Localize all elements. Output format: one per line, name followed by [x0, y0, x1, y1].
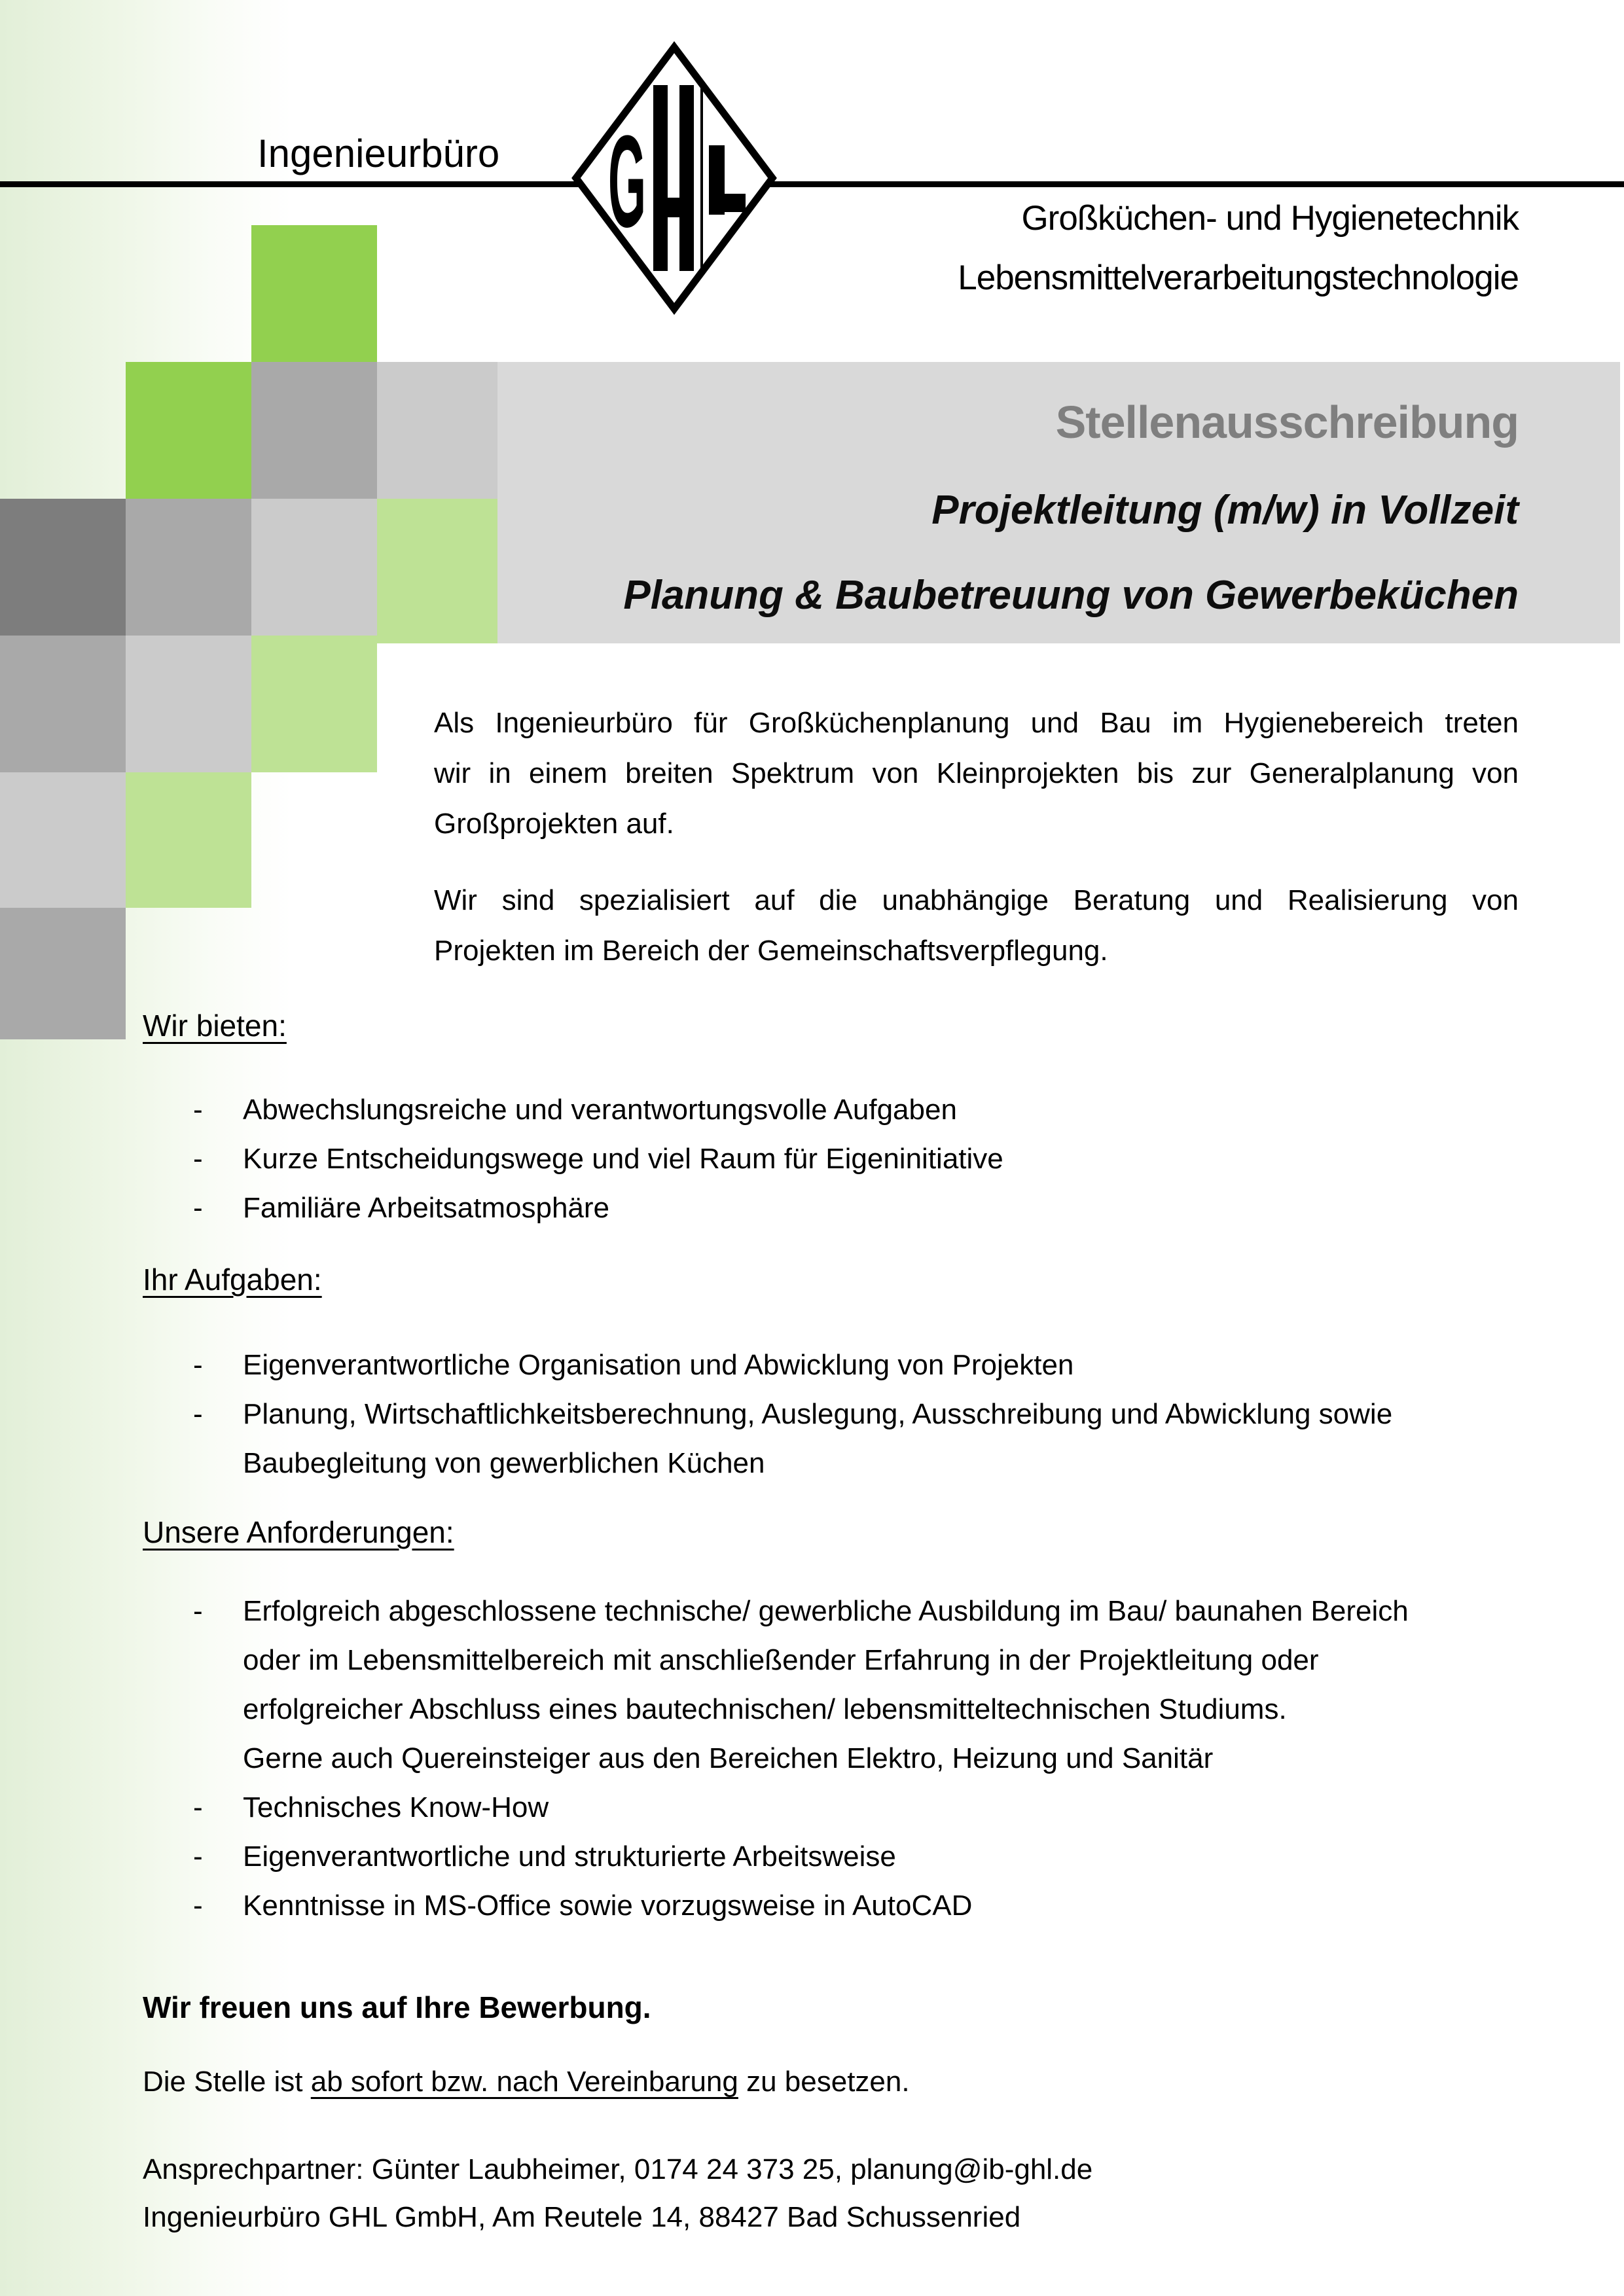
brand-name: Ingenieurbüro — [257, 132, 500, 175]
list-item-text: Gerne auch Quereinsteiger aus den Bereichen Elektro, Heizung und Sanitär — [243, 1742, 1214, 1774]
availability-underlined: ab sofort bzw. nach Vereinbarung — [310, 2066, 738, 2098]
intro-p1-line2: wir in einem breiten Spektrum von Kleinprojekten bis zur Generalplanung von — [434, 757, 1519, 789]
bullet-dash: - — [193, 1595, 203, 1627]
mosaic-square — [377, 499, 497, 643]
intro-p2-line1: Wir sind spezialisiert auf die unabhängige Beratung und Realisierung von — [434, 884, 1519, 916]
list-item — [193, 1183, 1522, 1232]
offer-list — [193, 1085, 1522, 1232]
tagline-line-2: Lebensmittelverarbeitungstechnologie — [958, 259, 1519, 297]
list-item-text: oder im Lebensmittelbereich mit anschließender Erfahrung in der Projektleitung oder — [243, 1644, 1319, 1676]
mosaic-square — [251, 636, 377, 772]
availability-suffix: zu besetzen. — [738, 2066, 910, 2098]
company-address-line: Ingenieurbüro GHL GmbH, Am Reutele 14, 88427 Bad Schussenried — [143, 2201, 1021, 2233]
bullet-dash: - — [193, 1398, 203, 1430]
intro-paragraphs — [434, 698, 1519, 1002]
list-item — [193, 1587, 1522, 1783]
bullet-dash: - — [193, 1840, 203, 1873]
contact-person-line: Ansprechpartner: Günter Laubheimer, 0174 24 373 25, planung@ib-ghl.de — [143, 2153, 1093, 2185]
list-item-text: Kurze Entscheidungswege und viel Raum für Eigeninitiative — [243, 1143, 1003, 1175]
mosaic-square — [126, 499, 251, 636]
list-item — [193, 1832, 1522, 1881]
banner-subtitle-scope: Planung & Baubetreuung von Gewerbeküchen — [623, 573, 1519, 618]
list-item-text: Eigenverantwortliche und strukturierte Arbeitsweise — [243, 1840, 896, 1873]
svg-text:G: G — [608, 109, 646, 255]
list-item — [193, 1340, 1522, 1390]
banner-subtitle-position: Projektleitung (m/w) in Vollzeit — [931, 488, 1519, 533]
list-item — [193, 1390, 1522, 1488]
mosaic-square — [251, 225, 377, 362]
list-item-text: erfolgreicher Abschluss eines bautechnischen/ lebensmitteltechnischen Studiums. — [243, 1693, 1287, 1725]
closing-cta: Wir freuen uns auf Ihre Bewerbung. — [143, 1990, 651, 2024]
banner-title: Stellenausschreibung — [1055, 397, 1519, 448]
tasks-list — [193, 1340, 1522, 1488]
list-item-text: Erfolgreich abgeschlossene technische/ gewerbliche Ausbildung im Bau/ baunahen Bereich — [243, 1595, 1409, 1627]
availability-line — [143, 2066, 910, 2098]
bullet-dash: - — [193, 1094, 203, 1126]
list-item-text: Familiäre Arbeitsatmosphäre — [243, 1192, 610, 1224]
bullet-dash: - — [193, 1349, 203, 1381]
list-item — [193, 1085, 1522, 1134]
intro-paragraph-1 — [434, 698, 1519, 849]
list-item-text: Eigenverantwortliche Organisation und Abwicklung von Projekten — [243, 1349, 1074, 1381]
intro-p1-line3: Großprojekten auf. — [434, 808, 674, 840]
mosaic-square — [0, 499, 126, 636]
mosaic-square — [0, 636, 126, 772]
intro-paragraph-2 — [434, 875, 1519, 976]
mosaic-square — [126, 772, 251, 908]
bullet-dash: - — [193, 1791, 203, 1823]
requirements-list — [193, 1587, 1522, 1930]
list-item-text: Abwechslungsreiche und verantwortungsvolle Aufgaben — [243, 1094, 957, 1126]
list-item-text: Kenntnisse in MS-Office sowie vorzugsweise in AutoCAD — [243, 1890, 973, 1922]
mosaic-square — [251, 362, 377, 499]
mosaic-square — [251, 499, 377, 636]
list-item — [193, 1134, 1522, 1183]
ghl-logo-icon — [560, 41, 789, 315]
list-item — [193, 1881, 1522, 1930]
intro-p2-line2: Projekten im Bereich der Gemeinschaftsverpflegung. — [434, 935, 1108, 967]
intro-p1-line1: Als Ingenieurbüro für Großküchenplanung und Bau im Hygienebereich treten — [434, 707, 1519, 739]
availability-prefix: Die Stelle ist — [143, 2066, 311, 2098]
bullet-dash: - — [193, 1143, 203, 1175]
bullet-dash: - — [193, 1192, 203, 1224]
section-heading-tasks: Ihr Aufgaben: — [143, 1263, 322, 1297]
section-heading-offer: Wir bieten: — [143, 1009, 287, 1043]
bullet-dash: - — [193, 1890, 203, 1922]
mosaic-square — [0, 908, 126, 1039]
header-rule — [0, 181, 1624, 187]
list-item-text: Baubegleitung von gewerblichen Küchen — [243, 1447, 765, 1479]
list-item-text: Technisches Know-How — [243, 1791, 549, 1823]
section-heading-requirements: Unsere Anforderungen: — [143, 1515, 454, 1549]
tagline-line-1: Großküchen- und Hygienetechnik — [1021, 199, 1519, 238]
list-item-text: Planung, Wirtschaftlichkeitsberechnung, Auslegung, Ausschreibung und Abwicklung sowie — [243, 1398, 1393, 1430]
mosaic-square — [0, 772, 126, 908]
mosaic-square — [377, 362, 497, 499]
mosaic-square — [126, 636, 251, 772]
list-item — [193, 1783, 1522, 1832]
mosaic-square — [126, 362, 251, 499]
